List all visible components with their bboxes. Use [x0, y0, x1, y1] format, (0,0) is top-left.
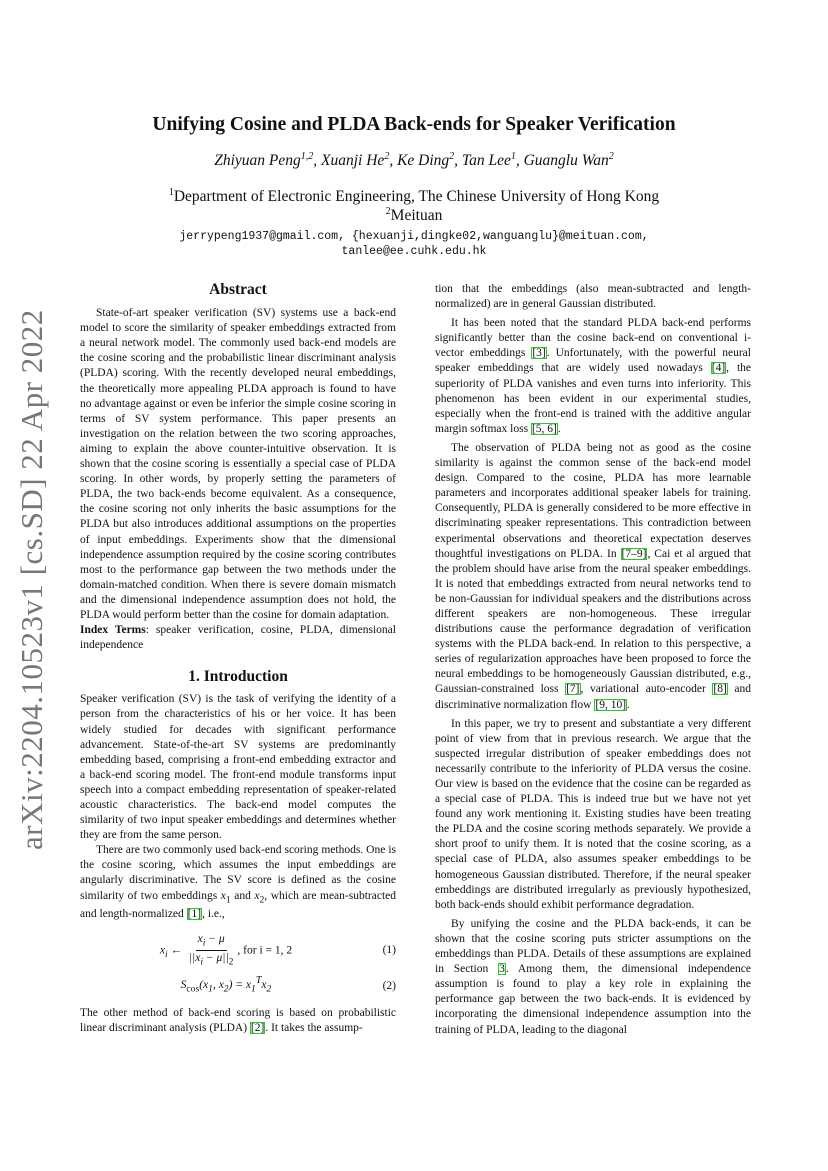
body-paragraph: tion that the embeddings (also mean-subtracted and length-normalized) are in general Gaussian distributed. — [435, 283, 751, 311]
citation-link[interactable]: [7–9] — [621, 547, 647, 560]
email-line: tanlee@ee.cuhk.edu.hk — [341, 245, 487, 258]
section-link[interactable]: 3 — [499, 963, 505, 976]
equation-1: $x_i$ ← $\frac{x_i - \mu}{||x_i - \mu||_2}$ , for i = 1, 2 (1) — [159, 933, 396, 968]
author-name: Guanglu Wan — [523, 152, 609, 169]
affiliation-mark: 2 — [385, 205, 391, 217]
paper-title: Unifying Cosine and PLDA Back-ends for Speaker Verification — [152, 114, 676, 135]
arxiv-identifier: arXiv:2204.10523v1 [cs.SD] 22 Apr 2022 — [14, 309, 49, 850]
citation-link[interactable]: [7] — [566, 683, 580, 696]
right-column — [435, 282, 751, 1038]
index-terms-text: : speaker verification, cosine, PLDA, dimensional independence — [80, 624, 396, 652]
email-line: jerrypeng1937@gmail.com, {hexuanji,dingke02,wanguanglu}@meituan.com, — [179, 230, 649, 243]
citation-link[interactable]: [3] — [532, 347, 546, 360]
body-paragraph: In this paper, we try to present and substantiate a very different point of view from that in previous research. We argue that the suspected irregular distribution of speaker embeddings does not necessarily contribute to the inferiority of PLDA versus the cosine. Our view is based on the evidence that the cosine can be regarded as a special case of PLDA. This is indeed true but we have not yet found any work mentioning it. Existing studies have been treating the PLDA and the cosine scoring methods separately. We provide a short proof to unify them. It is noted that the cosine scoring, as a special case of PLDA, also assumes speaker embeddings to be homogeneous Gaussian distributed. Therefore, if the neural speaker embeddings are distributed irregularly as previously hypothesized, both back-ends should exhibit performance degradation. — [435, 717, 751, 911]
citation-link[interactable]: [8] — [713, 683, 727, 696]
author-name: Tan Lee — [461, 152, 511, 169]
equation-2: $S_{cos}(x_1$, $x_2) = x_1^Tx_2$ (2) — [180, 975, 396, 995]
author-affiliation-mark: 2 — [608, 150, 614, 162]
intro-paragraph: Speaker verification (SV) is the task of verifying the identity of a person from the characteristics of his or her voice. It has been widely studied for decades with significant performance advancement. State-of-the-art SV systems are predominantly embedding based, comprising a front-end embedding extractor and a back-end scoring model. The front-end module transforms input speech into a compact embedding representation of speaker-related acoustic characteristics. The back-end model computes the similarity of two input speaker embeddings and determines whether they are from the same person. — [80, 693, 396, 842]
author-affiliation-mark: 2 — [449, 150, 455, 162]
citation-link[interactable]: [5, 6] — [531, 422, 557, 435]
affiliations — [0, 187, 828, 225]
citation-link[interactable]: [1] — [187, 907, 202, 920]
body-paragraph: By unifying the cosine and the PLDA back-ends, it can be shown that the cosine scoring puts stricter assumptions on the embeddings than PLDA. Details of these assumptions are explained in Section 3. Among them, the dimensional independence assumption is found to play a key role in explaining the performance gap between the two back-ends. It is evidenced by incorporating the dimensional independence assumption into the training of PLDA, leading to the diagonal — [435, 917, 751, 1036]
author-name: Xuanji He — [321, 152, 385, 169]
equation-number: (2) — [382, 980, 396, 993]
intro-paragraph: The other method of back-end scoring is based on probabilistic linear discriminant analysis (PLDA) [2]. It takes the assump- — [80, 1007, 396, 1035]
section-heading-introduction: 1. Introduction — [188, 668, 288, 686]
citation-link[interactable]: [2] — [250, 1022, 265, 1035]
affiliation-mark: 1 — [168, 186, 174, 198]
author-name: Ke Ding — [397, 152, 450, 169]
author-list: Zhiyuan Peng$^{1,2}$, Xuanji He$^2$, Ke Ding$^2$, Tan Lee$^1$, Guanglu Wan$^2$ — [214, 150, 614, 169]
index-terms — [80, 623, 396, 653]
author-affiliation-mark: 2 — [384, 150, 390, 162]
affiliation-text: Meituan — [390, 207, 443, 224]
citation-link[interactable]: [4] — [711, 362, 726, 375]
left-column — [80, 282, 396, 1036]
author-name: Zhiyuan Peng — [214, 152, 301, 169]
affiliation-text: Department of Electronic Engineering, The Chinese University of Hong Kong — [173, 188, 660, 205]
index-terms-label: Index Terms — [80, 624, 146, 637]
email-list — [0, 229, 828, 259]
equation-number: (1) — [382, 944, 396, 957]
abstract-text: State-of-art speaker verification (SV) systems use a back-end model to score the similarity of speaker embeddings extracted from a neural network model. The commonly used back-end models are the cosine scoring and the probabilistic linear discriminant analysis (PLDA) scoring. With the recently developed neural embeddings, the theoretically more appealing PLDA approach is found to have no advantage against or even be inferior the simple cosine scoring in terms of SV system performance. This paper presents an investigation on the relation between the two scoring approaches, aiming to explain the above counter-intuitive observation. It is shown that the cosine scoring is essentially a special case of PLDA scoring. In other words, by properly setting the parameters of PLDA, the two back-ends become equivalent. As a consequence, the cosine scoring not only inherits the basic assumptions for the PLDA but also introduces additional assumptions on the properties of input embeddings. Experiments show that the dimensional independence assumption required by the cosine scoring contributes most to the performance gap between the two methods under the domain-matched condition. When there is severe domain mismatch and the dimensional independence assumption does not hold, the PLDA would perform better than the cosine for domain adaptation. — [80, 307, 396, 621]
author-affiliation-mark: 1,2 — [300, 150, 314, 162]
author-affiliation-mark: 1 — [510, 150, 516, 162]
intro-paragraph: There are two commonly used back-end scoring methods. One is the cosine scoring, which assumes the input embeddings are angularly discriminative. The SV score is defined as the cosine similarity of two embeddings $x_1$ and $x_2$, which are mean-subtracted and length-normalized [1], i.e., — [80, 844, 396, 920]
citation-link[interactable]: [9, 10] — [595, 698, 627, 711]
body-paragraph: It has been noted that the standard PLDA back-end performs significantly better than the cosine back-end on conventional i-vector embeddings [3]. Unfortunately, with the powerful neural speaker embeddings that are widely used nowadays [4], the superiority of PLDA vanishes and even turns into inferiority. This phenomenon has been evident in our experimental studies, especially when the front-end is trained with the additive angular margin softmax loss [5, 6]. — [435, 317, 751, 435]
abstract-heading: Abstract — [209, 281, 267, 298]
body-paragraph: The observation of PLDA being not as good as the cosine similarity is against the common sense of the back-end model design. Compared to the cosine, PLDA has more learnable parameters and incorporates additional speaker labels for training. Consequently, PLDA is generally considered to be more effective in discriminating speaker representations. This contradiction between experimental observations and theoretical expectation deserves thoughtful investigations on PLDA. In [7–9], Cai et al argued that the problem should have arise from the neural speaker embeddings. It is noted that embeddings extracted from neural networks tend to be non-Gaussian for individual speakers and the distributions across different speakers are non-homogeneous. These irregular distributions cause the performance degradation of verification systems with the PLDA back-end. In relation to this perspective, a series of regularization approaches have been proposed to force the neural embeddings to be homogeneously Gaussian distributed, e.g., Gaussian-constrained loss [7], variational auto-encoder [8] and discriminative normalization flow [9, 10]. — [435, 441, 751, 711]
